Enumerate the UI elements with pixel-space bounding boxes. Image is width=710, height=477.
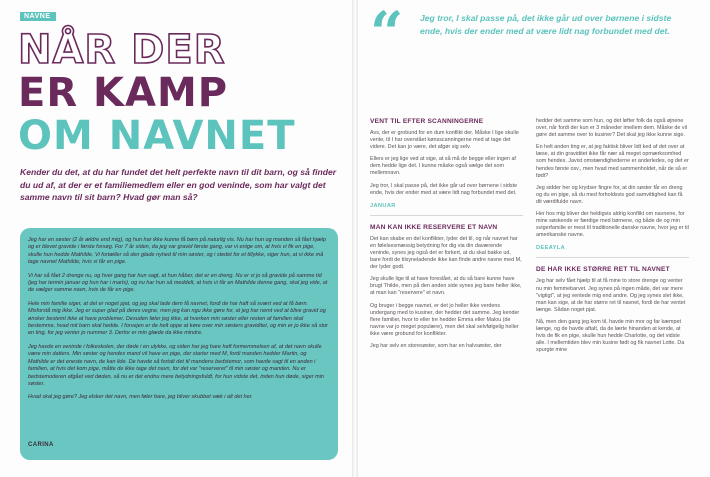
pull-quote: Jeg tror, I skal passe på, det ikke går ud over børnene i sidste ende, hvis der ender med at være lidt nag forbundet med det. [420, 13, 672, 36]
letter-paragraph: Jeg havde en veninde i folkeskolen, der døde i en ulykke, og siden har jeg bare haft formemmelsen af, at det navn skulle være min datters. Min søster og hendes mand vil have en pige, der starter med M, fordi manden hedder Martin, og Mathilde er det eneste navn, de kan lide. De havde så fortalt det til mandens bedstemor, som havde sagt til en anden i familien, at hvis det kom pige, måtte de ikke tage det navn, for det var "reserveret" til min søster og manden. Nu er bedstemoderen afgået ved døden, så nu er det endnu mere betydningsfuldt, for hun vidste det, inden hun døde, siger min søster. [28, 343, 324, 387]
body-paragraph: Og bruger i begge navnet, er det jo heller ikke verdens undergang med to kusiner, der hedder det samme. Jeg kender flere familier, hvor to eller tre hedder Emma eller Malou (de navne var jo meget populære), men det skal selvfølgelig heller ikke være grobund for konflikter. [370, 302, 520, 337]
right-page [358, 0, 710, 477]
body-paragraph: Jeg skulle lige til at have foreslået, at du så bare kunne have brugt Thilde, men på den anden side synes jeg bare heller ikke, at man kan "reservere" et navn. [370, 276, 522, 297]
section-heading: MAN KAN IKKE RESERVERE ET NAVN [370, 223, 498, 231]
section-heading: VENT TIL EFTER SCANNINGERNE [370, 118, 484, 125]
reply-signature: JANUAR [370, 203, 523, 216]
section-tag: NAVNE [20, 12, 56, 21]
quote-mark-icon: “ [370, 0, 404, 67]
body-paragraph: Ellers er jeg lige ved at sige, at så må de begge eller ingen af dem hedde lige det. I kunne måske også vælge det som mellemnavn. [370, 156, 516, 177]
letter-paragraph: Hvad skal jeg gøre? Jeg elsker det navn, men føler bare, jeg bliver skubbet væk i alt det her. [28, 394, 253, 401]
body-paragraph: Avs, der er grobund for en dum konflikt der. Måske I lige skulle vente, til I har overstået kønsscanningerne med at tage det videre. Det kan jo være, det afgør sig selv. [370, 130, 519, 151]
letter-paragraph: Vi har så fået 2 drenge nu, og hver gang har hun sagt, at hun håber, det er en dreng. Nu er vi jo så gravide på samme tid (jeg har termin januar og hun har i marts), og nu har hun så meddelt, at hvis vi får en Mathilde denne gang, skal jeg vide, at de vælger samme navn, hvis de får en pige. [28, 272, 328, 294]
letter-paragraph: Jeg har en søster (2 år ældre end mig), og hun har ikke kunne få børn på naturlig vis. Nu har hun og manden så fået hjælp og er blevet gravide i første forsøg. For 7 år siden, da jeg var gravid første gang, var vi enige om, at hvis vi fik en pige, skulle hun hedde Mathilde. Vi fortæller så den glade nyhed til min søster, og i stedet for et tillykke, siger hun, at vi ikke må tage navnet Mathilde, hvis vi får en pige. [28, 237, 327, 266]
body-paragraph: Jeg tror, I skal passe på, det ikke går ud over børnene i sidste ende, hvis der ender med at være lidt nag forbundet med det. [370, 182, 518, 196]
body-paragraph: Jeg sidder her og krydser fingre for, at din søster får en dreng og du en pige, så du med forholdsvis god samvittighed kan få dit værdifulde navn. [536, 184, 683, 205]
body-paragraph: Jeg har selv en storesøster, som har en halvsøster, der [370, 342, 502, 349]
body-paragraph: Det kan skabe en del konflikter, lyder det til, og når navnet har en følelsesmæssig betydning for dig via din daværende veninde, synes jeg også det er forkert, at du skal bakke ud, bare fordi de tilsyneladende ikke kan finde andre navne med M, der lyder godt. [370, 235, 522, 271]
letter-paragraph: Hele min familie siger, at det er noget pjat, og jeg skal lade dem få navnet, fordi de har haft så svært ved at få børn. Misforstå mig ikke. Jeg er super glad på deres vegne, men jeg kan ngu ikke gøre for, at jeg har nemt ved at blive gravid og ønsker bestemt ikke at have problemer. Desuden føler jeg ikke, at hverken min søster eller resten af familien skal bestemme, hvad mit barn skal hedde. I forvejen er de helt oppe at køre over min søsters graviditet, og min er jo ikke så stor en ting, for jeg venter jo nummer 3. Derfor er min glæde da ikke mindre. [28, 300, 328, 337]
body-paragraph: Her hos mig bliver der heldigvis aldrig konflikt om navnene, for mine søskende er færdige med børnene, og både de og min svigerfamilie er mest til traditionelle danske navne, hvor jeg er til amerikanske navne. [536, 211, 689, 239]
body-paragraph: hedder det samme som hun, og det løfter folk da også øjnene over, når fordi der kun er 3 måneder imellem dem. Måske de vil gøre det samme over to kusiner? Det skal jeg ikke kunne sige. [536, 118, 688, 139]
left-page [0, 0, 352, 477]
letter-signature: CARINA [28, 442, 54, 448]
headline-line-1: NÅR DER [18, 27, 226, 73]
letter-text [28, 237, 328, 408]
body-paragraph: Jeg har selv fået hjælp til at få mine to store drenge og venter nu min femmebarvet. Jeg synes på ingen måde, det var mere "vigtigt", at jeg ventede mig end andre. Og jeg synes slet ikke, man kan sige, at de har større ret til navnet, fordi de har ventet længe. Sådan noget pjat. [536, 278, 686, 313]
headline-line-2: ER KAMP [18, 70, 229, 116]
lead-paragraph: Kender du det, at du har fundet det helt perfekte navn til dit barn, og så finder du ud af, at der er et familiemedlem eller en god veninde, som har valgt det samme navn til sit barn? Hvad gør man så? [20, 167, 337, 202]
column-1 [370, 118, 523, 355]
reader-letter-box [20, 228, 338, 460]
body-paragraph: Nå, men den gang jeg kom til, havde min mor og far kæmpet længe, og de havde aftalt, da de lærte hinanden at kende, at hvis de fik en pige, skulle hun hedde Charlotte, og det vidste alle. I mellemtiden blev min kusine født og fik navnet Lotte. Da spurgte mine [536, 318, 685, 354]
section-heading: DE HAR IKKE STØRRE RET TIL NAVNET [536, 266, 670, 274]
reply-signature: DEEAYLA [536, 245, 689, 258]
column-2 [536, 118, 689, 359]
headline-line-3: OM NAVNET [18, 113, 296, 159]
body-paragraph: En helt anden ting er, at jeg faktisk bliver lidt ked af det over at læse, at din graviditet ikke får nær så meget opmærksomhed som hendes. Javist omstændighederne er anderledes, og det er hendes første osv., men hvad med sammenholdet, når de så er født? [536, 144, 689, 179]
